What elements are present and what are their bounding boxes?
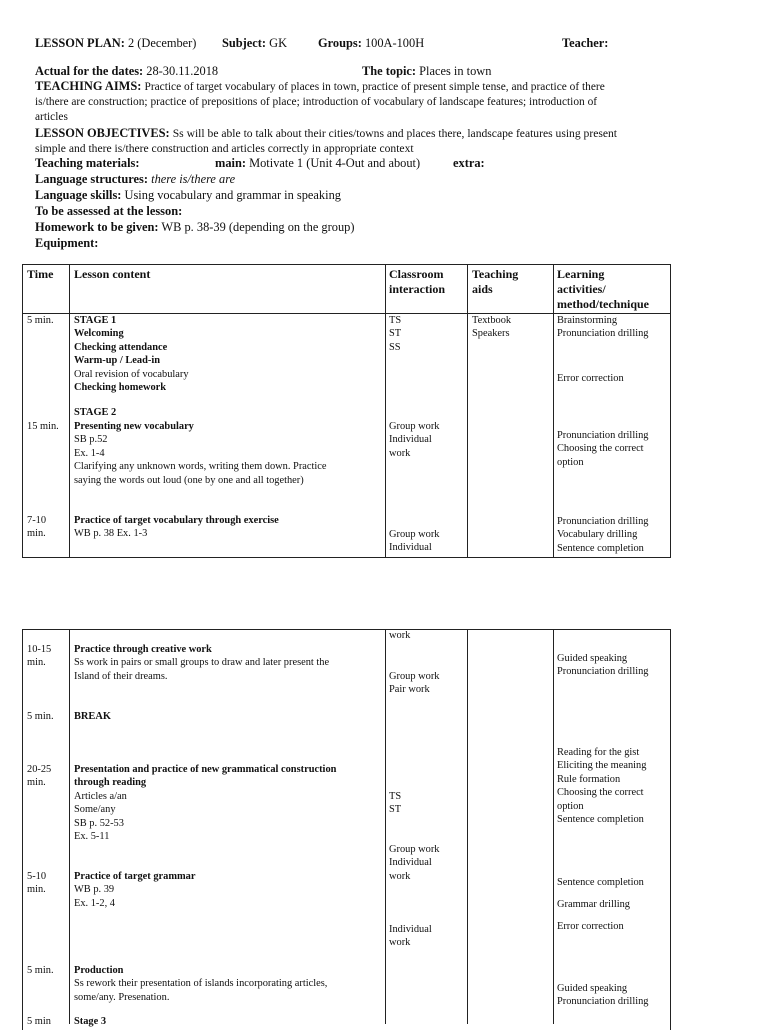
- t2-r2-title: BREAK: [74, 711, 111, 722]
- t1-r2-int-1: Group work: [389, 421, 440, 432]
- groups-label: Groups:: [318, 36, 362, 50]
- t2-r3-activities: [557, 746, 646, 826]
- aims-label: TEACHING AIMS:: [35, 79, 142, 93]
- t1-r1-int-1: TS: [389, 315, 402, 326]
- t1-r3-act-1: Pronunciation drilling: [557, 516, 649, 527]
- t2-r2-time: 5 min.: [27, 711, 54, 722]
- table-1-col-rule: [553, 264, 554, 557]
- t2-r4-time: [27, 870, 46, 897]
- t2-r4-ex: Ex. 1-2, 4: [74, 897, 115, 909]
- t2-r4-act-2: Grammar drilling: [557, 899, 631, 910]
- th-learning-1: Learning: [557, 267, 605, 281]
- groups-value: 100A-100H: [364, 36, 425, 50]
- skills-value: Using vocabulary and grammar in speaking: [124, 188, 341, 202]
- t2-r3-time-1: 20-25: [27, 764, 52, 775]
- t2-int-carry: work: [389, 630, 411, 641]
- structures-label: Language structures:: [35, 172, 149, 186]
- t2-r1-time-2: min.: [27, 657, 46, 669]
- t1-r1-aid-2: Speakers: [472, 328, 510, 340]
- equipment-label: Equipment:: [35, 236, 99, 250]
- t2-r3-int-1: TS: [389, 791, 402, 802]
- t2-r1-activities: [557, 652, 649, 679]
- language-structures: [35, 172, 725, 188]
- t1-r3-activities: [557, 515, 649, 555]
- t1-r3-wb: WB p. 38 Ex. 1-3: [74, 528, 148, 540]
- assessed-label: To be assessed at the lesson:: [35, 204, 183, 218]
- t1-r2-sb: SB p.52: [74, 434, 108, 446]
- structures-value: there is/there are: [151, 172, 236, 186]
- t2-r6-desc-1: Ss rework their presentation of islands incorporating articles,: [74, 978, 328, 990]
- t2-r7-stage: [74, 1015, 106, 1028]
- t1-r1-time: 5 min.: [27, 315, 54, 326]
- table-2-col-rule: [69, 629, 70, 1024]
- th-interaction-1: Classroom: [389, 267, 444, 281]
- dates-value: 28-30.11.2018: [146, 64, 219, 78]
- th-aids-1: Teaching: [472, 267, 519, 281]
- t1-r1-welcoming: Welcoming: [74, 328, 124, 340]
- t2-r3-act-2: Eliciting the meaning: [557, 760, 647, 772]
- t1-r3-int-1: Group work: [389, 529, 440, 540]
- t1-r2-stage-text: STAGE 2: [74, 407, 117, 418]
- teacher: [562, 36, 768, 52]
- t1-r1-act-2: Pronunciation drilling: [557, 328, 649, 340]
- topic: [362, 64, 768, 80]
- th-learning-3: method/technique: [557, 297, 650, 311]
- t2-r6-act-1: Guided speaking: [557, 983, 628, 994]
- t2-r1-act-2: Pronunciation drilling: [557, 666, 649, 678]
- th-content: Lesson content: [74, 267, 151, 281]
- main-value: Motivate 1 (Unit 4-Out and about): [249, 156, 421, 170]
- t2-r5-int-1: Individual: [389, 924, 432, 935]
- lesson-objectives: [35, 126, 725, 142]
- dates-label: Actual for the dates:: [35, 64, 144, 78]
- t2-r1-int-1: Group work: [389, 671, 440, 682]
- table-1-col-rule: [467, 264, 468, 557]
- t2-r3-content: [74, 763, 336, 843]
- t2-r4-act-1: Sentence completion: [557, 877, 644, 888]
- main-label: main:: [215, 156, 246, 170]
- t2-r5-interaction: [389, 923, 432, 950]
- language-skills: [35, 188, 725, 204]
- t2-r1-desc-1: Ss work in pairs or small groups to draw and later present the: [74, 657, 330, 669]
- table-2-col-rule: [553, 629, 554, 1024]
- t1-r1-homework: Checking homework: [74, 382, 167, 394]
- th-interaction-2: interaction: [389, 282, 445, 296]
- t1-r2-content: [74, 420, 327, 487]
- t2-r3-time: [27, 763, 51, 790]
- t2-r3-line-4: Ex. 5-11: [74, 831, 110, 843]
- t1-r2-interaction: [389, 420, 440, 460]
- t2-r3-act-1: Reading for the gist: [557, 747, 640, 758]
- t1-r2-title: Presenting new vocabulary: [74, 421, 194, 432]
- t2-r4-int-3: work: [389, 870, 411, 882]
- t1-r3-content: [74, 514, 279, 541]
- t1-r1-content: [74, 314, 189, 394]
- t1-r3-act-3: Sentence completion: [557, 542, 644, 554]
- t1-r2-act-3: option: [557, 456, 584, 468]
- t2-r3-line-1: Articles a/an: [74, 790, 127, 802]
- t2-r1-title: Practice through creative work: [74, 644, 212, 655]
- t1-r2-act-1: Pronunciation drilling: [557, 430, 649, 441]
- t2-r3-act-5: option: [557, 800, 584, 812]
- t2-r4-interaction: [389, 843, 440, 883]
- t2-r4-int-1: Group work: [389, 844, 440, 855]
- t2-r4-int-2: Individual: [389, 857, 432, 869]
- t1-r2-desc-1: Clarifying any unknown words, writing them down. Practice: [74, 461, 327, 473]
- objectives-label: LESSON OBJECTIVES:: [35, 126, 170, 140]
- t1-r2-time: 15 min.: [27, 421, 59, 432]
- t2-r6-time: 5 min.: [27, 965, 54, 976]
- t2-r6-act-2: Pronunciation drilling: [557, 996, 649, 1008]
- t1-r1-oral: Oral revision of vocabulary: [74, 368, 189, 380]
- subject-value: GK: [269, 36, 288, 50]
- t2-r1-time-1: 10-15: [27, 644, 52, 655]
- t2-r2-break: [74, 710, 111, 723]
- th-time: Time: [27, 267, 54, 281]
- t2-r3-interaction: [389, 790, 401, 817]
- extra-materials: [453, 156, 768, 172]
- t2-r6-title: Production: [74, 965, 124, 976]
- t2-r3-line-2: Some/any: [74, 804, 116, 816]
- th-learning-2: activities/: [557, 282, 606, 296]
- lesson-plan-value: 2 (December): [127, 36, 197, 50]
- topic-label: The topic:: [362, 64, 417, 78]
- topic-value: Places in town: [419, 64, 492, 78]
- t1-r1-aid-1: Textbook: [472, 315, 512, 326]
- table-1-col-rule: [385, 264, 386, 557]
- t2-r1-interaction: [389, 670, 440, 697]
- t1-r3-time: [27, 514, 46, 541]
- homework-value: WB p. 38-39 (depending on the group): [161, 220, 355, 234]
- t1-r1-interaction: [389, 314, 401, 354]
- t1-r3-int-2: Individual: [389, 542, 432, 554]
- t2-r7-title: Stage 3: [74, 1016, 107, 1027]
- t1-r1-act-3: Error correction: [557, 373, 624, 384]
- materials-label: Teaching materials:: [35, 156, 140, 170]
- t2-r3-int-2: ST: [389, 804, 402, 816]
- t2-r4-time-2: min.: [27, 884, 46, 896]
- t1-r2-int-3: work: [389, 447, 411, 459]
- t2-r3-title-1: Presentation and practice of new grammatical construction: [74, 764, 337, 775]
- t1-r2-int-2: Individual: [389, 434, 432, 446]
- t1-r3-act-2: Vocabulary drilling: [557, 529, 638, 541]
- t2-r6-activities: [557, 982, 649, 1009]
- teaching-aims: [35, 79, 725, 96]
- lesson-plan-label: LESSON PLAN:: [35, 36, 125, 50]
- t1-r1-act-a: [557, 314, 649, 341]
- t2-r6-desc-2: some/any. Presenation.: [74, 991, 170, 1003]
- t2-r4-wb: WB p. 39: [74, 884, 115, 896]
- aims-line-3: articles: [35, 111, 68, 123]
- t1-r1-int-3: SS: [389, 341, 401, 353]
- t2-r1-content: [74, 643, 329, 683]
- assessed: [35, 204, 725, 220]
- t2-r1-act-1: Guided speaking: [557, 653, 628, 664]
- homework: [35, 220, 725, 236]
- t1-r2-act-2: Choosing the correct: [557, 443, 644, 455]
- subject-label: Subject:: [222, 36, 267, 50]
- t2-r6-content: [74, 964, 327, 1004]
- t1-r1-stage: STAGE 1: [74, 315, 117, 326]
- t2-r5-int-2: work: [389, 937, 411, 949]
- t2-r3-title-2: through reading: [74, 777, 147, 789]
- aims-line-1: Practice of target vocabulary of places in town, practice of present simple tense, and practice of there: [144, 81, 605, 93]
- t1-r3-time-2: min.: [27, 528, 46, 540]
- t1-r2-activities: [557, 429, 649, 469]
- extra-label: extra:: [453, 156, 485, 170]
- t2-r4-content: [74, 870, 195, 910]
- t1-r1-warmup: Warm-up / Lead-in: [74, 355, 161, 367]
- t1-r3-time-1: 7-10: [27, 515, 47, 526]
- t2-r7-time: 5 min: [27, 1016, 51, 1027]
- t1-r2-ex: Ex. 1-4: [74, 447, 105, 459]
- objectives-line-1: Ss will be able to talk about their cities/towns and places there, landscape features using present: [172, 127, 618, 140]
- t2-r4-time-1: 5-10: [27, 871, 47, 882]
- t2-r4-act-3: Error correction: [557, 921, 624, 932]
- th-aids-2: aids: [472, 282, 493, 296]
- t1-r3-title: Practice of target vocabulary through exercise: [74, 515, 279, 526]
- t1-r1-aids: [472, 314, 511, 341]
- t1-r2-desc-2: saying the words out loud (one by one and all together): [74, 474, 304, 486]
- t1-r1-int-2: ST: [389, 328, 402, 340]
- t1-r1-attendance: Checking attendance: [74, 341, 168, 353]
- t2-r3-act-6: Sentence completion: [557, 814, 644, 826]
- t1-r1-act-1: Brainstorming: [557, 315, 618, 326]
- table-2-col-rule: [467, 629, 468, 1024]
- table-2-col-rule: [385, 629, 386, 1024]
- t2-r3-time-2: min.: [27, 777, 46, 789]
- equipment: [35, 236, 725, 252]
- t1-r3-interaction: [389, 528, 440, 555]
- t2-r1-desc-2: Island of their dreams.: [74, 670, 168, 682]
- t2-r3-line-3: SB p. 52-53: [74, 817, 124, 829]
- t2-r1-time: [27, 643, 51, 670]
- teacher-label: Teacher:: [562, 36, 609, 50]
- skills-label: Language skills:: [35, 188, 122, 202]
- t1-r2-stage: [74, 406, 116, 419]
- t2-r3-act-4: Choosing the correct: [557, 787, 644, 799]
- aims-line-2: is/there are construction; practice of prepositions of place; introduction of vocabulary of landscape features; introduction of: [35, 96, 598, 108]
- t2-r4-title: Practice of target grammar: [74, 871, 196, 882]
- t2-r3-act-3: Rule formation: [557, 773, 621, 785]
- t2-r1-int-2: Pair work: [389, 684, 430, 696]
- homework-label: Homework to be given:: [35, 220, 159, 234]
- table-1-col-rule: [69, 264, 70, 557]
- objectives-line-2: simple and there is/there construction and articles correctly in appropriate context: [35, 142, 414, 155]
